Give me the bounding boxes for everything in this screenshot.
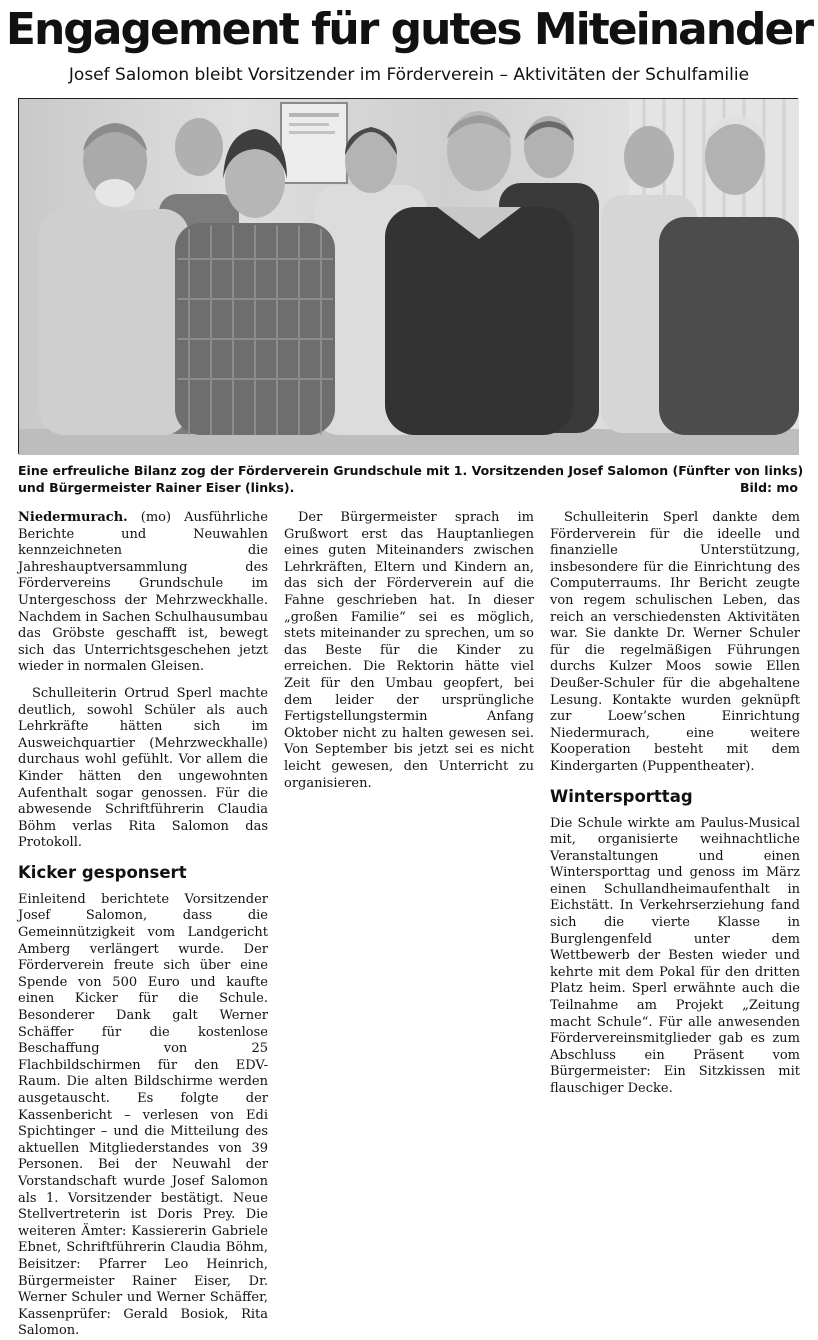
caption-line: und Bürgermeister Rainer Eiser (links).	[18, 480, 295, 495]
group-photo-icon	[19, 99, 799, 455]
section-heading: Wintersporttag	[550, 786, 693, 806]
article-column	[550, 510, 800, 1096]
photo-credit: Bild: mo	[739, 480, 798, 495]
subheadline: Josef Salomon bleibt Vorsitzender im Förderverein – Aktivitäten der Schulfamilie	[68, 65, 750, 85]
caption-line: Eine erfreuliche Bilanz zog der Förderverein Grundschule mit 1. Vorsitzenden Josef Salomon (Fünfter von links)	[18, 463, 804, 478]
section-heading: Kicker gesponsert	[18, 862, 187, 882]
article-paragraph: Die Schule wirkte am Paulus-Musical mit, organisierte weihnachtliche Veranstaltungen und einen Wintersporttag und genoss im März einen Schullandheimaufenthalt in Eichstätt. In Verkehrserziehung fand sich die vierte Klasse in Burglengenfeld unter dem Wettbewerb der Besten wieder und kehrte mit dem Pokal für den dritten Platz heim. Sperl erwähnte auch die Teilnahme am Projekt „Zeitung macht Schule“. Für alle anwesenden Fördervereinsmitglieder gab es zum Abschluss ein Präsent vom Bürgermeister: Ein Sitzkissen mit flauschiger Decke.	[550, 815, 800, 1096]
article-paragraph: Niedermurach. (mo) Ausführliche Berichte und Neuwahlen kennzeichneten die Jahreshauptversammlung des Fördervereins Grundschule im Untergeschoss der Mehrzweckhalle. Nachdem in Sachen Schulhausumbau das Gröbste geschafft ist, bewegt sich das Unterrichtsgeschehen jetzt wieder in normalen Gleisen.	[18, 510, 268, 675]
article-column	[18, 510, 268, 1339]
group-photo	[18, 98, 798, 454]
article-paragraph: Schulleiterin Ortrud Sperl machte deutlich, sowohl Schüler als auch Lehrkräfte hätten sich im Ausweichquartier (Mehrzweckhalle) durchaus wohl gefühlt. Vor allem die Kinder hätten den ungewohnten Aufenthalt sogar genossen. Für die abwesende Schriftführerin Claudia Böhm verlas Rita Salomon das Protokoll.	[18, 685, 268, 851]
dateline: Niedermurach.	[18, 510, 128, 525]
article-paragraph: Einleitend berichtete Vorsitzender Josef Salomon, dass die Gemeinnützigkeit vom Landgericht Amberg verlängert wurde. Der Förderverein freute sich über eine Spende von 500 Euro und kaufte einen Kicker für die Schule. Besonderer Dank galt Werner Schäffer für die kostenlose Beschaffung von 25 Flachbildschirmen für den EDV-Raum. Die alten Bildschirme werden ausgetauscht. Es folgte der Kassenbericht – verlesen von Edi Spichtinger – und die Mitteilung des aktuellen Mitgliederstandes von 39 Personen. Bei der Neuwahl der Vorstandschaft wurde Josef Salomon als 1. Vorsitzender bestätigt. Neue Stellvertreterin ist Doris Prey. Die weiteren Ämter: Kassiererin Gabriele Ebnet, Schriftführerin Claudia Böhm, Beisitzer: Pfarrer Leo Heinrich, Bürgermeister Rainer Eiser, Dr. Werner Schuler und Werner Schäffer, Kassenprüfer: Gerald Bosiok, Rita Salomon.	[18, 891, 268, 1339]
photo-caption	[18, 462, 804, 498]
article-paragraph: Der Bürgermeister sprach im Grußwort erst das Hauptanliegen eines guten Miteinanders zwischen Lehrkräften, Eltern und Kindern an, das sich der Förderverein auf die Fahne geschrieben hat. In dieser „großen Familie“ sei es möglich, stets miteinander zu sprechen, um so das Beste für die Kinder zu erreichen. Die Rektorin hätte viel Zeit für den Umbau geopfert, bei dem leider der ursprüngliche Fertigstellungstermin Anfang Oktober nicht zu halten gewesen sei. Von September bis jetzt sei es nicht leicht gewesen, den Unterricht zu organisieren.	[284, 510, 534, 791]
headline: Engagement für gutes Miteinander	[5, 4, 813, 55]
article-column	[284, 510, 534, 1022]
article-paragraph: Schulleiterin Sperl dankte dem Förderverein für die ideelle und finanzielle Unterstützung, insbesondere für die Einrichtung des Computerraums. Ihr Bericht zeugte von regem schulischen Leben, das reich an verschiedensten Aktivitäten war. Sie dankte Dr. Werner Schuler für die regelmäßigen Führungen durchs Kulzer Moos sowie Ellen Deußer-Schuler für die abgehaltene Lesung. Kontakte wurden geknüpft zur Loew’schen Einrichtung Niedermurach, eine weitere Kooperation besteht mit dem Kindergarten (Puppentheater).	[550, 510, 800, 774]
